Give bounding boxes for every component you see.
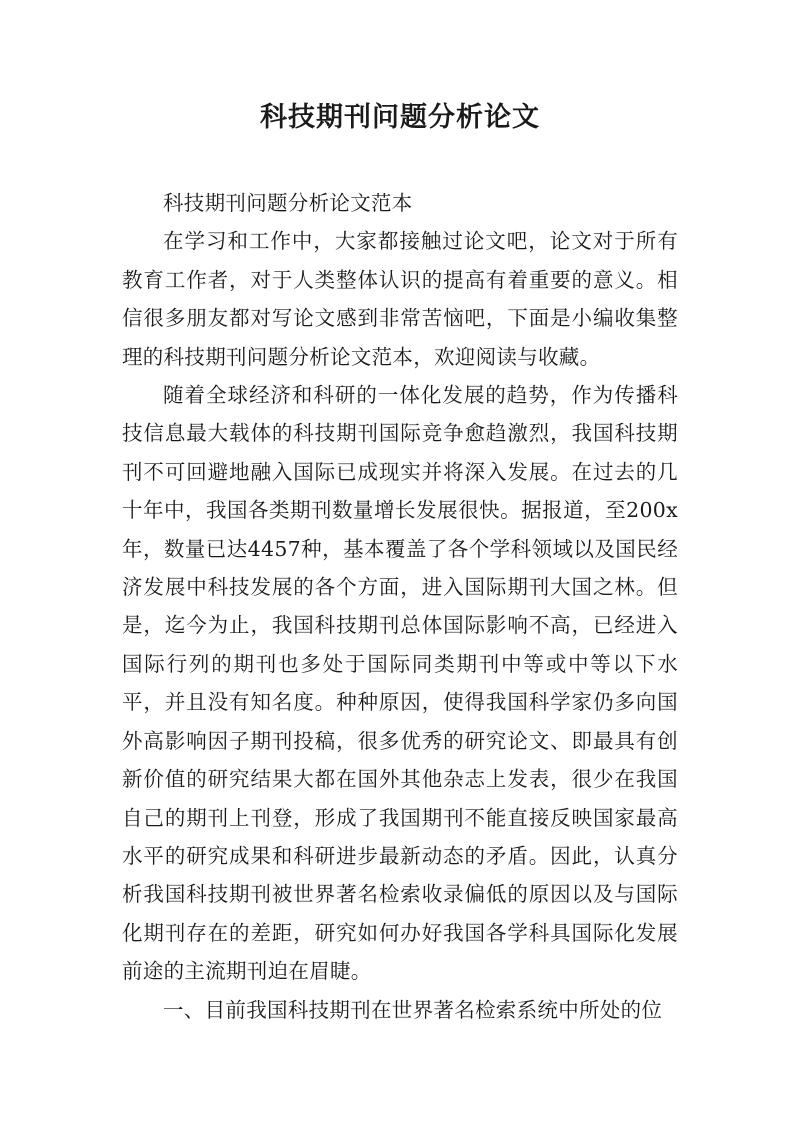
document-title: 科技期刊问题分析论文 [260, 102, 540, 133]
document-body [122, 184, 678, 1029]
paragraph-main: 随着全球经济和科研的一体化发展的趋势，作为传播科技信息最大载体的科技期刊国际竞争愈趋激烈，我国科技期刊不可回避地融入国际已成现实并将深入发展。在过去的几十年中，我国各类期刊数量增长发展很快。据报道，至200x年，数量已达4457种，基本覆盖了各个学科领域以及国民经济发展中科技发展的各个方面，进入国际期刊大国之林。但是，迄今为止，我国科技期刊总体国际影响不高，已经进入国际行列的期刊也多处于国际同类期刊中等或中等以下水平，并且没有知名度。种种原因，使得我国科学家仍多向国外高影响因子期刊投稿，很多优秀的研究论文、即最具有创新价值的研究结果大都在国外其他杂志上发表，很少在我国自己的期刊上刊登，形成了我国期刊不能直接反映国家最高水平的研究成果和科研进步最新动态的矛盾。因此，认真分析我国科技期刊被世界著名检索收录偏低的原因以及与国际化期刊存在的差距，研究如何办好我国各学科具国际化发展前途的主流期刊迫在眉睫。 [122, 383, 678, 984]
paragraph-section-heading: 一、目前我国科技期刊在世界著名检索系统中所处的位 [163, 997, 663, 1022]
paragraph-subtitle: 科技期刊问题分析论文范本 [163, 191, 413, 215]
paragraph-intro: 在学习和工作中，大家都接触过论文吧，论文对于所有教育工作者，对于人类整体认识的提高有着重要的意义。相信很多朋友都对写论文感到非常苦恼吧，下面是小编收集整理的科技期刊问题分析论文范本，欢迎阅读与收藏。 [122, 229, 678, 369]
